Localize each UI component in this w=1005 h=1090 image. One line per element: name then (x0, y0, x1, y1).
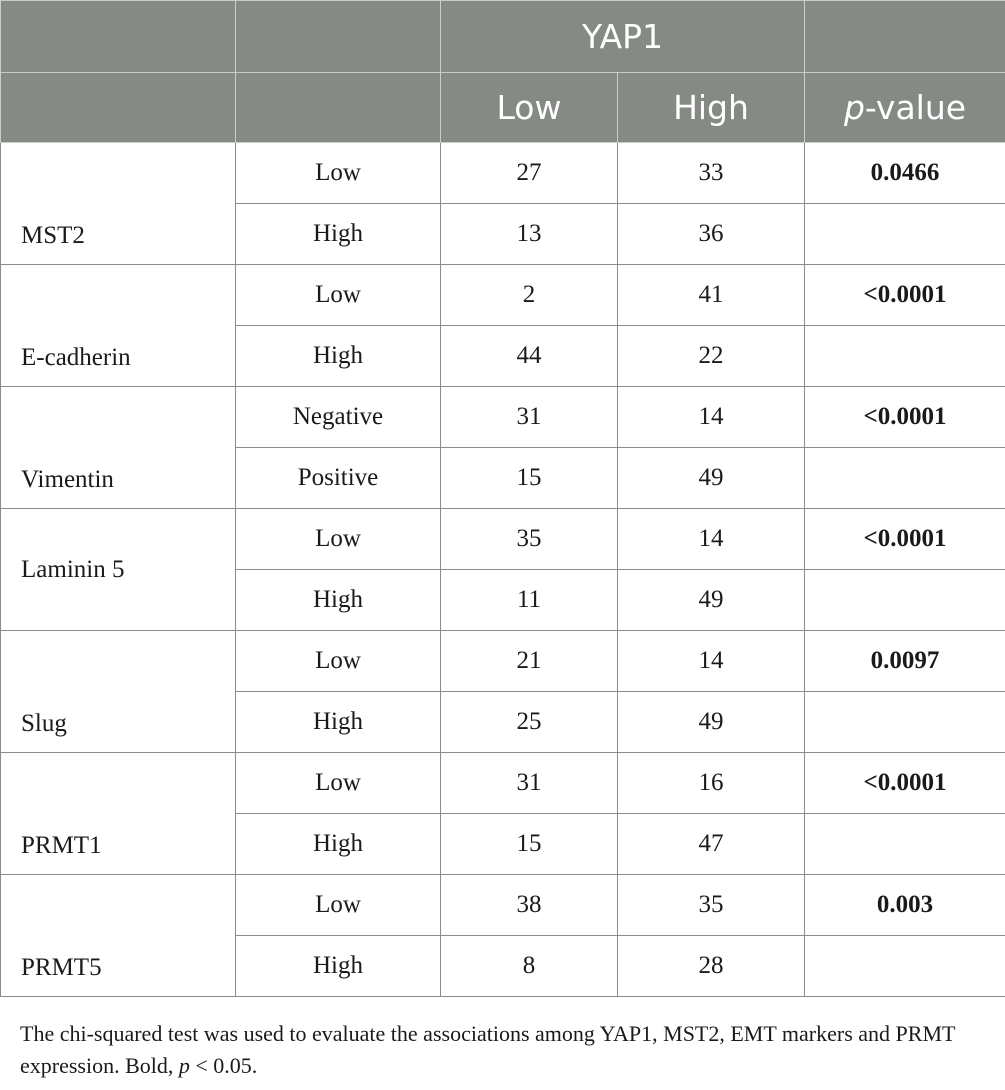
header-empty-cell (805, 1, 1005, 73)
marker-name: E-cadherin (1, 265, 236, 387)
yap1-high-count: 49 (618, 570, 805, 631)
table-row (1, 143, 1005, 204)
yap1-low-count: 2 (441, 265, 618, 326)
level-label: High (236, 326, 441, 387)
marker-name: PRMT1 (1, 753, 236, 875)
yap1-low-count: 31 (441, 387, 618, 448)
header-empty-cell (1, 73, 236, 143)
yap1-low-count: 15 (441, 814, 618, 875)
yap1-low-count: 38 (441, 875, 618, 936)
yap1-high-count: 49 (618, 692, 805, 753)
yap1-high-count: 22 (618, 326, 805, 387)
marker-name: Vimentin (1, 387, 236, 509)
header-row-group (1, 1, 1005, 73)
yap1-high-count: 16 (618, 753, 805, 814)
level-label: Low (236, 265, 441, 326)
footnote-p-symbol: p (178, 1053, 190, 1078)
level-label: High (236, 936, 441, 997)
yap1-low-count: 8 (441, 936, 618, 997)
table-row (1, 387, 1005, 448)
yap1-low-count: 31 (441, 753, 618, 814)
header-yap1: YAP1 (441, 1, 805, 73)
level-label: Low (236, 631, 441, 692)
p-value (805, 204, 1005, 265)
level-label: High (236, 814, 441, 875)
p-value: 0.003 (805, 875, 1005, 936)
yap1-high-count: 14 (618, 509, 805, 570)
level-label: High (236, 570, 441, 631)
header-empty-cell (1, 1, 236, 73)
p-symbol: p (843, 88, 865, 127)
table-row (1, 509, 1005, 570)
header-high: High (618, 73, 805, 143)
marker-name: Slug (1, 631, 236, 753)
yap1-low-count: 15 (441, 448, 618, 509)
p-value (805, 326, 1005, 387)
yap1-low-count: 35 (441, 509, 618, 570)
yap1-low-count: 27 (441, 143, 618, 204)
yap1-high-count: 14 (618, 387, 805, 448)
table-row (1, 753, 1005, 814)
p-value (805, 814, 1005, 875)
level-label: High (236, 692, 441, 753)
level-label: Low (236, 143, 441, 204)
level-label: Negative (236, 387, 441, 448)
footnote-tail: < 0.05. (189, 1053, 258, 1078)
yap1-high-count: 36 (618, 204, 805, 265)
p-value: <0.0001 (805, 753, 1005, 814)
yap1-high-count: 47 (618, 814, 805, 875)
header-low: Low (441, 73, 618, 143)
level-label: Low (236, 753, 441, 814)
table-row (1, 265, 1005, 326)
p-value: 0.0466 (805, 143, 1005, 204)
level-label: High (236, 204, 441, 265)
yap1-low-count: 13 (441, 204, 618, 265)
p-value: <0.0001 (805, 265, 1005, 326)
p-value: <0.0001 (805, 387, 1005, 448)
p-value (805, 692, 1005, 753)
p-value: 0.0097 (805, 631, 1005, 692)
table-row (1, 875, 1005, 936)
table-row (1, 631, 1005, 692)
yap1-high-count: 35 (618, 875, 805, 936)
footnote (20, 1018, 990, 1082)
header-empty-cell (236, 1, 441, 73)
p-value (805, 570, 1005, 631)
yap1-low-count: 11 (441, 570, 618, 631)
p-value (805, 448, 1005, 509)
level-label: Low (236, 875, 441, 936)
header-empty-cell (236, 73, 441, 143)
table-body (1, 143, 1005, 997)
level-label: Positive (236, 448, 441, 509)
yap1-low-count: 44 (441, 326, 618, 387)
yap1-high-count: 14 (618, 631, 805, 692)
header-p-value (805, 73, 1005, 143)
yap1-high-count: 33 (618, 143, 805, 204)
yap1-high-count: 28 (618, 936, 805, 997)
marker-name: MST2 (1, 143, 236, 265)
p-value (805, 936, 1005, 997)
yap1-high-count: 41 (618, 265, 805, 326)
p-value: <0.0001 (805, 509, 1005, 570)
marker-name: Laminin 5 (1, 509, 236, 631)
p-value-suffix: -value (864, 88, 967, 127)
level-label: Low (236, 509, 441, 570)
footnote-text: The chi-squared test was used to evaluate the associations among YAP1, MST2, EMT markers and PRMT expression. Bold, (20, 1021, 956, 1078)
yap1-low-count: 25 (441, 692, 618, 753)
marker-name: PRMT5 (1, 875, 236, 997)
yap1-low-count: 21 (441, 631, 618, 692)
yap1-high-count: 49 (618, 448, 805, 509)
header-row-columns (1, 73, 1005, 143)
